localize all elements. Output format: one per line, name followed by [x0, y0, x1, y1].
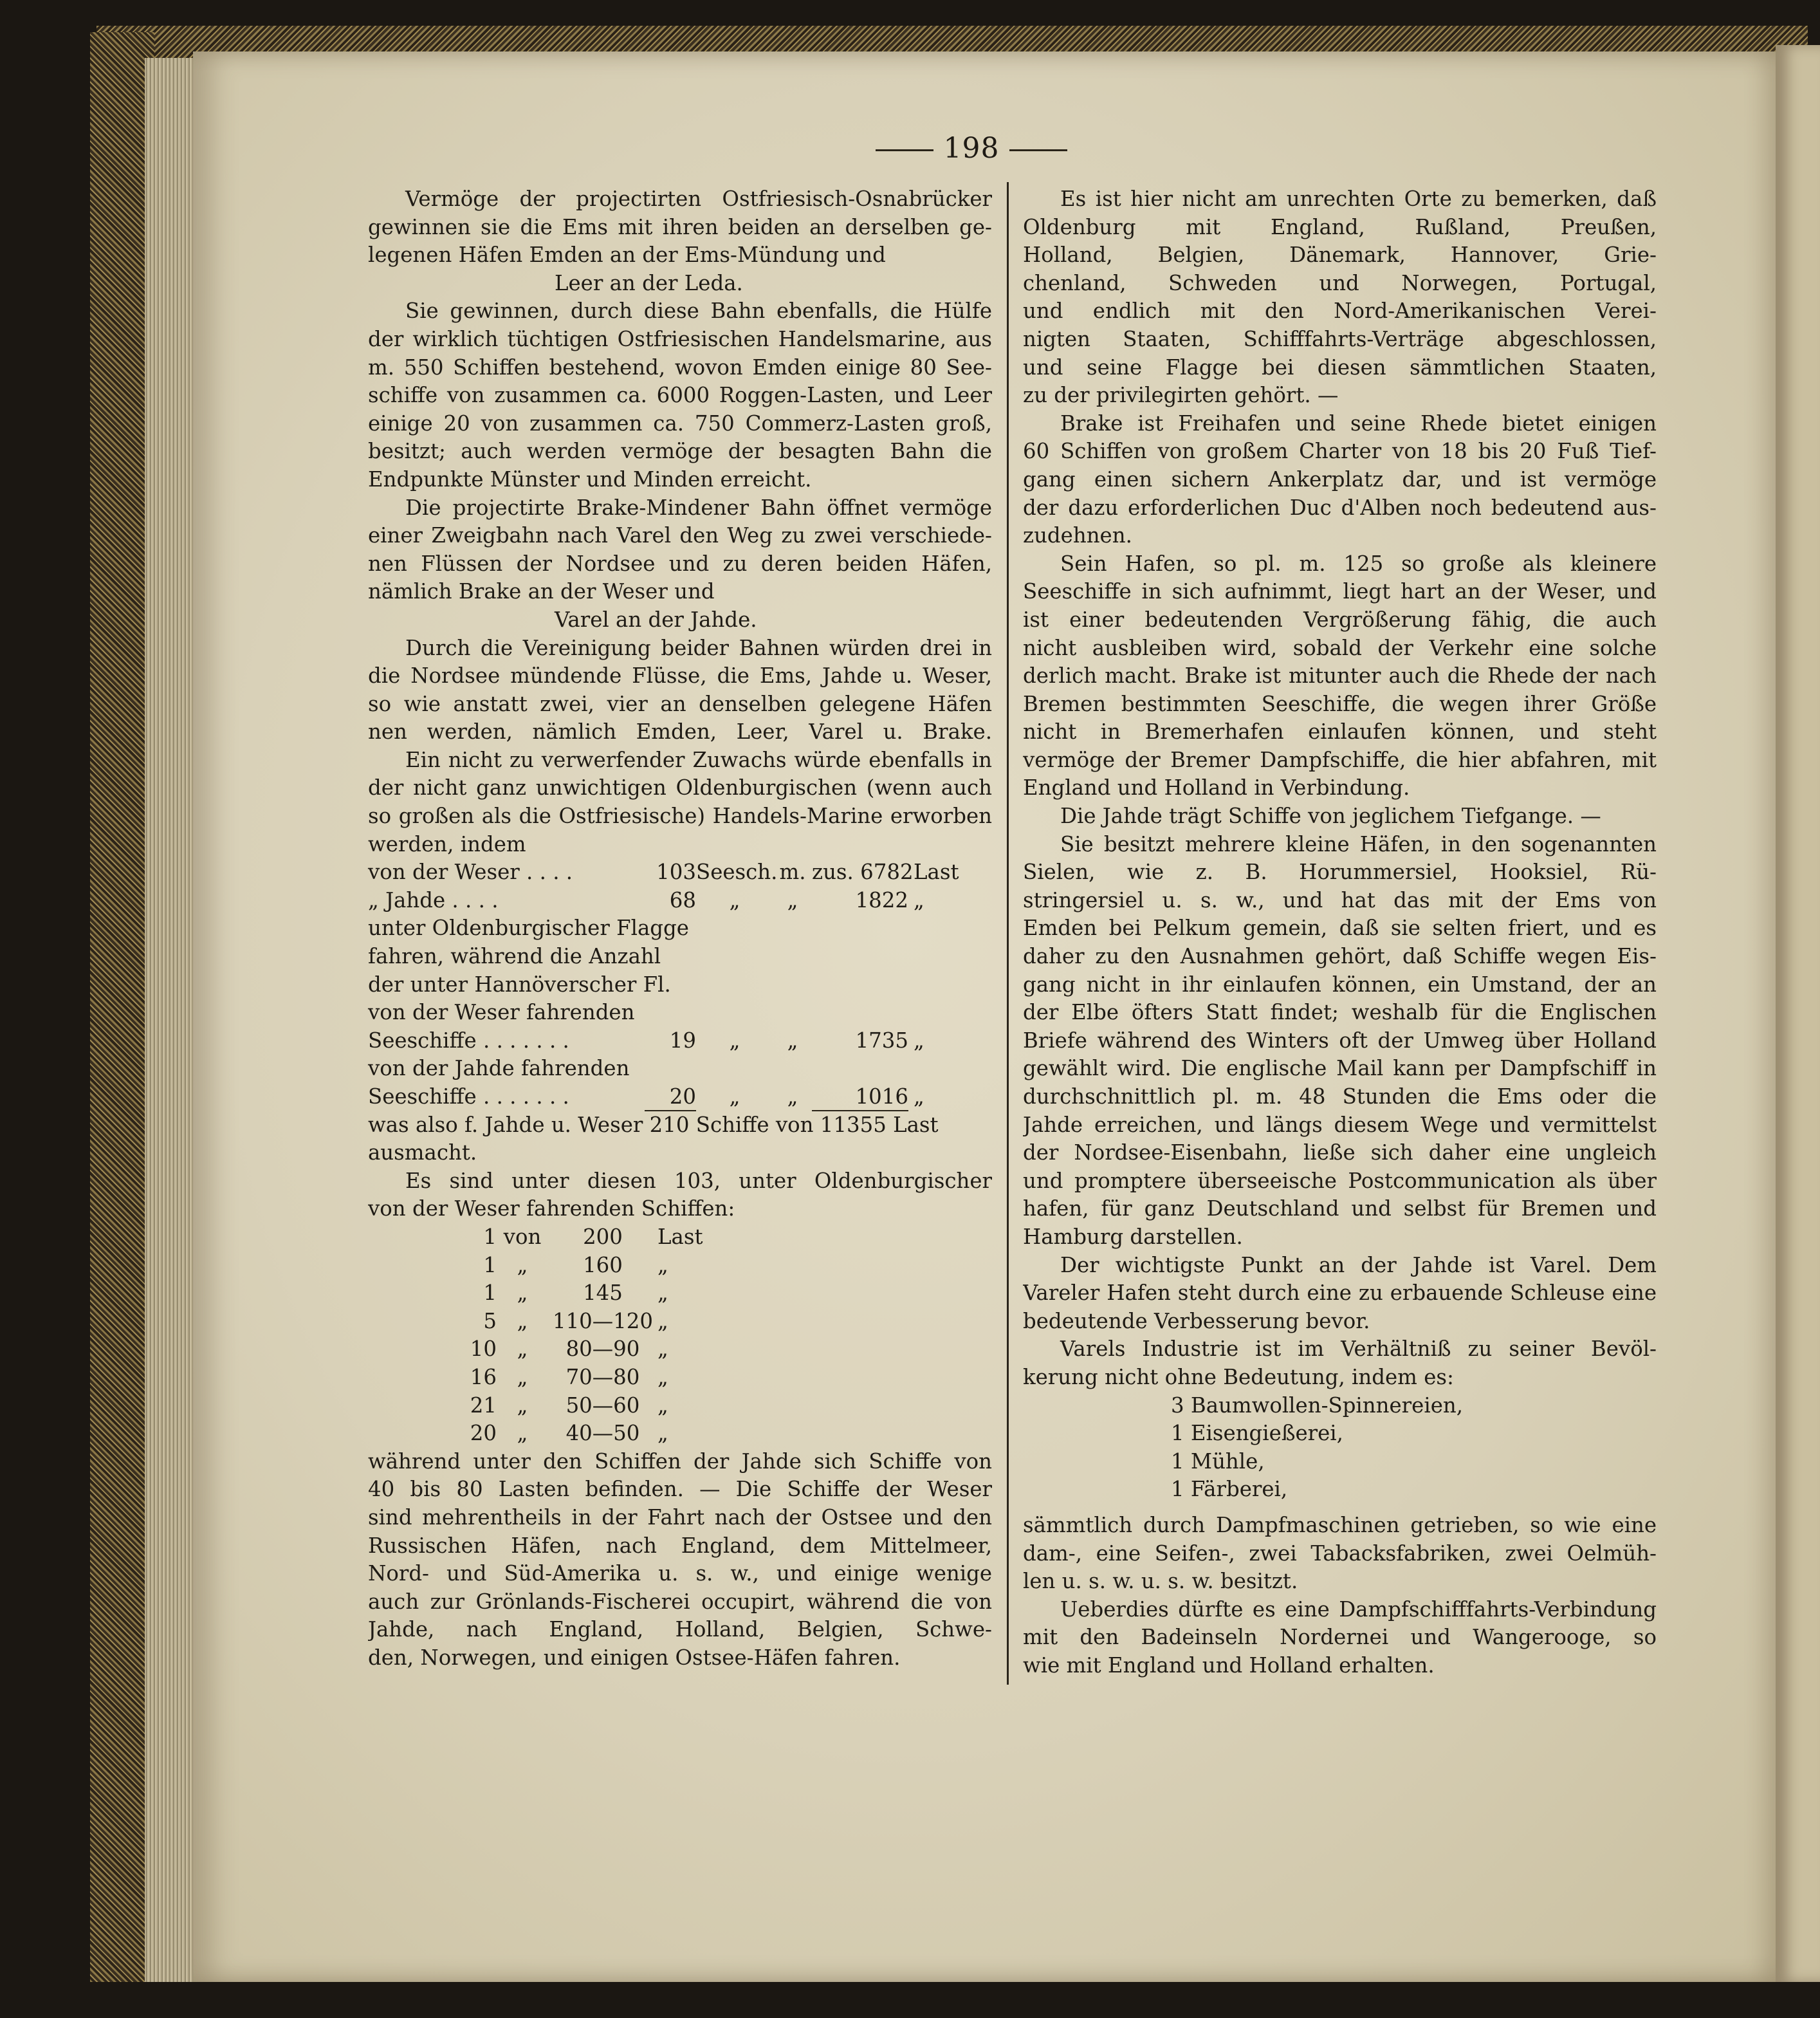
text-line: stringersiel u. s. w., und hat das mit der Ems von	[1023, 887, 1657, 912]
text-line: mit den Badeinseln Nordernei und Wangerooge, so	[1023, 1625, 1657, 1650]
text-line: sind mehrentheils in der Fahrt nach der Ostsee und den	[368, 1504, 992, 1530]
text-line: Endpunkte Münster und Minden erreicht.	[368, 467, 812, 492]
text-line: der Elbe öfters Statt findet; weshalb für die Englischen	[1023, 1000, 1657, 1025]
column-divider-rule	[1007, 182, 1009, 1685]
tonnage-row	[368, 971, 992, 999]
text-line: Varels Industrie ist im Verhältniß zu seiner Bevöl-	[1060, 1337, 1657, 1362]
text-line: legenen Häfen Emden an der Ems-Mündung und	[368, 243, 886, 268]
factory-item: 3 Baumwollen-Spinnereien,	[1171, 1393, 1464, 1418]
text-line: so großen als die Ostfriesische) Handels-Marine erworben	[368, 804, 992, 829]
text-line: auch zur Grönlands-Fischerei occupirt, während die von	[368, 1589, 992, 1614]
tonnage-cell-q	[773, 943, 812, 971]
text-line: der dazu erforderlichen Duc d'Alben noch bedeutend aus-	[1023, 495, 1657, 520]
ship-size-cell: 80—90	[565, 1337, 640, 1362]
tonnage-cell-last: Last	[914, 860, 959, 885]
tonnage-row	[368, 943, 992, 971]
text-line: 60 Schiffen von großem Charter von 18 bis 20 Fuß Tief-	[1023, 439, 1657, 464]
text-line: während unter den Schiffen der Jahde sich Schiffe von	[368, 1449, 992, 1474]
tonnage-cell-q	[773, 971, 812, 999]
text-line: einige 20 von zusammen ca. 750 Commerz-Lasten groß,	[368, 411, 992, 436]
ship-size-cell: 145	[583, 1281, 623, 1306]
ship-size-row	[368, 1335, 992, 1364]
ship-size-cell: „	[517, 1281, 528, 1306]
tonnage-cell-unit	[696, 914, 773, 943]
text-line: Nord- und Süd-Amerika u. s. w., und einige wenige	[368, 1561, 992, 1586]
text-line: Holland, Belgien, Dänemark, Hannover, Grie-	[1023, 243, 1657, 268]
text-line: und promptere überseeische Postcommunication als über	[1023, 1168, 1657, 1193]
text-line: besitzt; auch werden vermöge der besagten Bahn die	[368, 439, 992, 464]
text-line: ausmacht.	[368, 1140, 477, 1165]
text-line: gewählt wird. Die englische Mail kann per Dampfschiff in	[1023, 1056, 1657, 1081]
text-line: Ueberdies dürfte es eine Dampfschifffahrts-Verbindung	[1060, 1597, 1657, 1622]
ship-size-cell: „	[517, 1421, 528, 1446]
text-line: Vareler Hafen steht durch eine zu erbauende Schleuse eine	[1023, 1281, 1657, 1306]
tonnage-cell-label: fahren, während die Anzahl	[368, 944, 661, 969]
tonnage-cell-unit: „	[729, 887, 740, 912]
text-line: Jahde erreichen, und längs diesem Wege und vermittelst	[1023, 1112, 1657, 1137]
tonnage-cell-num	[645, 1055, 696, 1083]
tonnage-cell-num	[645, 914, 696, 943]
tonnage-cell-num: 68	[669, 887, 696, 912]
tonnage-cell-label: Seeschiffe . . . . . . .	[368, 1028, 569, 1053]
ship-size-cell: „	[657, 1393, 668, 1418]
tonnage-row	[368, 1055, 992, 1083]
factory-list	[1023, 1392, 1657, 1512]
tonnage-cell-unit	[696, 971, 773, 999]
text-line: und endlich mit den Nord-Amerikanischen Verei-	[1023, 299, 1657, 324]
right-text-column	[1023, 185, 1657, 1680]
ship-size-cell: 16	[470, 1364, 497, 1389]
tonnage-cell-label: unter Oldenburgischer Flagge	[368, 916, 689, 941]
tonnage-cell-num	[645, 943, 696, 971]
text-line: wie mit England und Holland erhalten.	[1023, 1652, 1435, 1678]
tonnage-row	[368, 1027, 992, 1055]
tonnage-cell-cnt	[812, 999, 908, 1027]
tonnage-cell-unit: „	[729, 1028, 740, 1053]
ship-size-list	[368, 1223, 992, 1448]
ship-size-row	[368, 1279, 992, 1308]
tonnage-cell-num: 19	[669, 1028, 696, 1053]
text-line: gang einen sichern Ankerplatz dar, und ist vermöge	[1023, 467, 1657, 492]
text-line: chenland, Schweden und Norwegen, Portugal,	[1023, 270, 1657, 295]
text-line: Es sind unter diesen 103, unter Oldenburgischer	[405, 1168, 992, 1193]
ship-size-cell: 5	[483, 1308, 497, 1333]
ship-size-row	[368, 1392, 992, 1420]
text-line: einer Zweigbahn nach Varel den Weg zu zwei verschiede-	[368, 523, 992, 548]
tonnage-cell-q	[773, 914, 812, 943]
text-line: durchschnittlich pl. m. 48 Stunden die Ems oder die	[1023, 1084, 1657, 1109]
right-closing-text	[1023, 1512, 1657, 1680]
ship-size-cell: 20	[470, 1421, 497, 1446]
left-body-text	[368, 185, 992, 858]
text-line: Durch die Vereinigung beider Bahnen würden drei in	[405, 635, 992, 660]
tonnage-cell-label: von der Weser . . . .	[368, 860, 573, 885]
text-line: sämmtlich durch Dampfmaschinen getrieben, so wie eine	[1023, 1512, 1657, 1537]
ship-size-cell: von	[503, 1224, 542, 1249]
ship-size-cell: „	[517, 1393, 528, 1418]
tonnage-row	[368, 858, 992, 887]
tonnage-cell-last: „	[914, 1028, 924, 1053]
text-line: zudehnen.	[1023, 523, 1132, 548]
text-line: die Nordsee mündende Flüsse, die Ems, Jahde u. Weser,	[368, 663, 992, 689]
ship-size-cell: „	[517, 1252, 528, 1277]
text-line: vermöge der Bremer Dampfschiffe, die hier abfahren, mit	[1023, 747, 1657, 772]
ship-size-row	[368, 1223, 992, 1252]
ship-size-cell: 160	[583, 1252, 623, 1277]
tonnage-row	[368, 1083, 992, 1111]
tonnage-cell-cnt	[812, 971, 908, 999]
ship-size-cell: „	[657, 1337, 668, 1362]
tonnage-cell-cnt: 1735	[855, 1028, 908, 1053]
ship-size-row	[368, 1308, 992, 1336]
ship-size-cell: „	[517, 1337, 528, 1362]
text-line: schiffe von zusammen ca. 6000 Roggen-Lasten, und Leer	[368, 383, 992, 408]
tonnage-cell-unit: Seesch.	[696, 860, 778, 885]
text-line: Russischen Häfen, nach England, dem Mittelmeer,	[368, 1533, 992, 1558]
text-line: der wirklich tüchtigen Ostfriesischen Handelsmarine, aus	[368, 326, 992, 351]
tonnage-row	[368, 887, 992, 915]
tonnage-cell-last	[908, 971, 965, 999]
text-line: 40 bis 80 Lasten befinden. — Die Schiffe der Weser	[368, 1477, 992, 1502]
text-line: gewinnen sie die Ems mit ihren beiden an derselben ge-	[368, 214, 992, 239]
tonnage-cell-cnt	[812, 914, 908, 943]
text-line: Der wichtigste Punkt an der Jahde ist Varel. Dem	[1060, 1252, 1657, 1277]
ship-size-cell: 110—120	[552, 1308, 654, 1333]
ship-size-cell: „	[657, 1364, 668, 1389]
tonnage-cell-q: „	[787, 1084, 798, 1109]
tonnage-cell-cnt	[812, 1055, 908, 1083]
tonnage-cell-label: „ Jahde . . . .	[368, 887, 499, 912]
tonnage-cell-cnt: 1016	[812, 1083, 908, 1111]
tonnage-cell-last	[908, 914, 965, 943]
ship-size-row	[368, 1420, 992, 1448]
tonnage-row	[368, 999, 992, 1027]
tonnage-cell-q	[773, 1055, 812, 1083]
tonnage-cell-cnt	[812, 943, 908, 971]
tonnage-cell-last	[908, 1055, 965, 1083]
ship-size-cell: „	[517, 1364, 528, 1389]
ship-size-cell: „	[657, 1252, 668, 1277]
ship-size-row	[368, 1252, 992, 1280]
text-line: der nicht ganz unwichtigen Oldenburgischen (wenn auch	[368, 775, 992, 801]
ship-size-row	[368, 1364, 992, 1392]
tonnage-cell-label: von der Jahde fahrenden	[368, 1056, 630, 1081]
text-line: nen werden, nämlich Emden, Leer, Varel u. Brake.	[368, 719, 992, 745]
text-line: Seeschiffe in sich aufnimmt, liegt hart an der Weser, und	[1023, 579, 1657, 604]
tonnage-cell-last	[908, 999, 965, 1027]
text-line: Vermöge der projectirten Ostfriesisch-Osnabrücker	[405, 187, 992, 211]
text-line: Die Jahde trägt Schiffe von jeglichem Tiefgange. —	[1060, 804, 1601, 829]
text-line: Sie gewinnen, durch diese Bahn ebenfalls, die Hülfe	[405, 299, 992, 324]
ship-size-cell: 40—50	[565, 1421, 640, 1446]
text-line: der Nordsee-Eisenbahn, ließe sich daher eine ungleich	[1023, 1140, 1657, 1165]
tonnage-sum-line: was also f. Jahde u. Weser 210 Schiffe von 11355 Last	[368, 1112, 939, 1137]
text-line: Brake ist Freihafen und seine Rhede bietet einigen	[1060, 411, 1657, 436]
ship-size-cell: 1	[483, 1224, 497, 1249]
text-line: Es ist hier nicht am unrechten Orte zu bemerken, daß	[1060, 187, 1657, 211]
right-body-text	[1023, 185, 1657, 1392]
ship-size-cell: „	[657, 1281, 668, 1306]
text-line: so wie anstatt zwei, vier an denselben gelegene Häfen	[368, 691, 992, 716]
text-line: m. 550 Schiffen bestehend, wovon Emden einige 80 See-	[368, 355, 992, 380]
tonnage-cell-unit	[696, 1055, 773, 1083]
factory-item: 1 Färberei,	[1171, 1477, 1288, 1502]
ship-size-cell: 1	[483, 1252, 497, 1277]
tonnage-cell-unit	[696, 999, 773, 1027]
tonnage-cell-q: „	[787, 887, 798, 912]
facing-page-edge	[1776, 45, 1820, 1982]
page-number: 198	[862, 132, 1081, 165]
text-line: Hamburg darstellen.	[1023, 1224, 1243, 1249]
tonnage-cell-last: „	[914, 887, 924, 912]
ship-size-cell: Last	[657, 1224, 703, 1249]
tonnage-cell-label: der unter Hannöverscher Fl.	[368, 972, 671, 997]
text-line: Jahde, nach England, Holland, Belgien, Schwe-	[368, 1617, 992, 1642]
text-line: daher zu den Ausnahmen gehört, daß Schiffe wegen Eis-	[1023, 944, 1657, 969]
left-text-column	[368, 185, 992, 1672]
ship-size-cell: 50—60	[565, 1393, 640, 1418]
tonnage-cell-unit	[696, 943, 773, 971]
tonnage-cell-q	[773, 999, 812, 1027]
page-stack-edges	[145, 58, 196, 1982]
text-line: Leer an der Leda.	[555, 270, 743, 295]
tonnage-cell-unit: „	[729, 1084, 740, 1109]
text-line: bedeutende Verbesserung bevor.	[1023, 1308, 1370, 1333]
text-line: nicht in Bremerhafen einlaufen können, und steht	[1023, 719, 1657, 745]
text-line: derlich macht. Brake ist mitunter auch die Rhede der nach	[1023, 663, 1657, 689]
text-line: nen Flüssen der Nordsee und zu deren beiden Häfen,	[368, 551, 992, 576]
text-line: hafen, für ganz Deutschland und selbst für Bremen und	[1023, 1196, 1657, 1221]
left-after-sum-text	[368, 1139, 992, 1223]
text-line: und seine Flagge bei diesen sämmtlichen Staaten,	[1023, 355, 1657, 380]
tonnage-cell-last	[908, 943, 965, 971]
tonnage-cell-label: Seeschiffe . . . . . . .	[368, 1084, 569, 1109]
text-line: den, Norwegen, und einigen Ostsee-Häfen fahren.	[368, 1645, 901, 1670]
text-line: ist einer bedeutenden Vergrößerung fähig, die auch	[1023, 607, 1657, 632]
text-line: len u. s. w. u. s. w. besitzt.	[1023, 1569, 1298, 1594]
text-line: Briefe während des Winters oft der Umweg über Holland	[1023, 1028, 1657, 1053]
tonnage-cell-last: „	[914, 1084, 924, 1109]
text-line: Bremen bestimmten Seeschiffe, die wegen ihrer Größe	[1023, 691, 1657, 716]
text-line: nämlich Brake an der Weser und	[368, 579, 715, 604]
ship-size-cell: „	[657, 1308, 668, 1333]
tonnage-cell-q: „	[787, 1028, 798, 1053]
tonnage-cell-q: m.	[779, 860, 806, 885]
text-line: gang nicht in ihr einlaufen können, ein Umstand, der an	[1023, 972, 1657, 997]
ship-size-cell: 21	[470, 1393, 497, 1418]
tonnage-table	[368, 858, 992, 1111]
text-line: werden, indem	[368, 831, 526, 856]
text-line: Ein nicht zu verwerfender Zuwachs würde ebenfalls in	[405, 747, 992, 772]
text-line: England und Holland in Verbindung.	[1023, 775, 1410, 801]
factory-item: 1 Mühle,	[1171, 1449, 1265, 1474]
tonnage-cell-num	[645, 999, 696, 1027]
tonnage-cell-num: 103	[656, 860, 696, 885]
text-line: Die projectirte Brake-Mindener Bahn öffnet vermöge	[405, 495, 992, 520]
text-line: von der Weser fahrenden Schiffen:	[368, 1196, 735, 1221]
text-line: nicht ausbleiben wird, sobald der Verkehr eine solche	[1023, 635, 1657, 660]
ship-size-cell: „	[517, 1308, 528, 1333]
ship-size-cell: 200	[583, 1224, 623, 1249]
list-spacer	[1023, 1504, 1657, 1512]
tonnage-cell-cnt: zus. 6782	[812, 860, 914, 885]
text-line: Emden bei Pelkum gemein, daß sie selten friert, und es	[1023, 916, 1657, 941]
text-line: zu der privilegirten gehört. —	[1023, 383, 1339, 408]
factory-item: 1 Eisengießerei,	[1171, 1421, 1343, 1446]
ship-size-cell: 70—80	[565, 1364, 640, 1389]
text-line: Varel an der Jahde.	[555, 607, 757, 632]
text-line: Sielen, wie z. B. Horummersiel, Hooksiel, Rü-	[1023, 860, 1657, 885]
ship-size-cell: 1	[483, 1281, 497, 1306]
tonnage-row	[368, 914, 992, 943]
text-line: Sie besitzt mehrere kleine Häfen, in den sogenannten	[1060, 831, 1657, 856]
left-closing-text	[368, 1448, 992, 1672]
ship-size-cell: „	[657, 1421, 668, 1446]
tonnage-cell-label: von der Weser fahrenden	[368, 1000, 635, 1025]
text-line: Sein Hafen, so pl. m. 125 so große als kleinere	[1060, 551, 1657, 576]
text-line: nigten Staaten, Schifffahrts-Verträge abgeschlossen,	[1023, 326, 1657, 351]
ship-size-cell: 10	[470, 1337, 497, 1362]
tonnage-cell-num: 20	[645, 1083, 696, 1111]
text-line: Oldenburg mit England, Rußland, Preußen,	[1023, 214, 1657, 239]
tonnage-cell-cnt: 1822	[855, 887, 908, 912]
text-line: kerung nicht ohne Bedeutung, indem es:	[1023, 1364, 1454, 1389]
tonnage-cell-num	[645, 971, 696, 999]
text-line: dam-, eine Seifen-, zwei Tabacksfabriken, zwei Oelmüh-	[1023, 1541, 1657, 1566]
